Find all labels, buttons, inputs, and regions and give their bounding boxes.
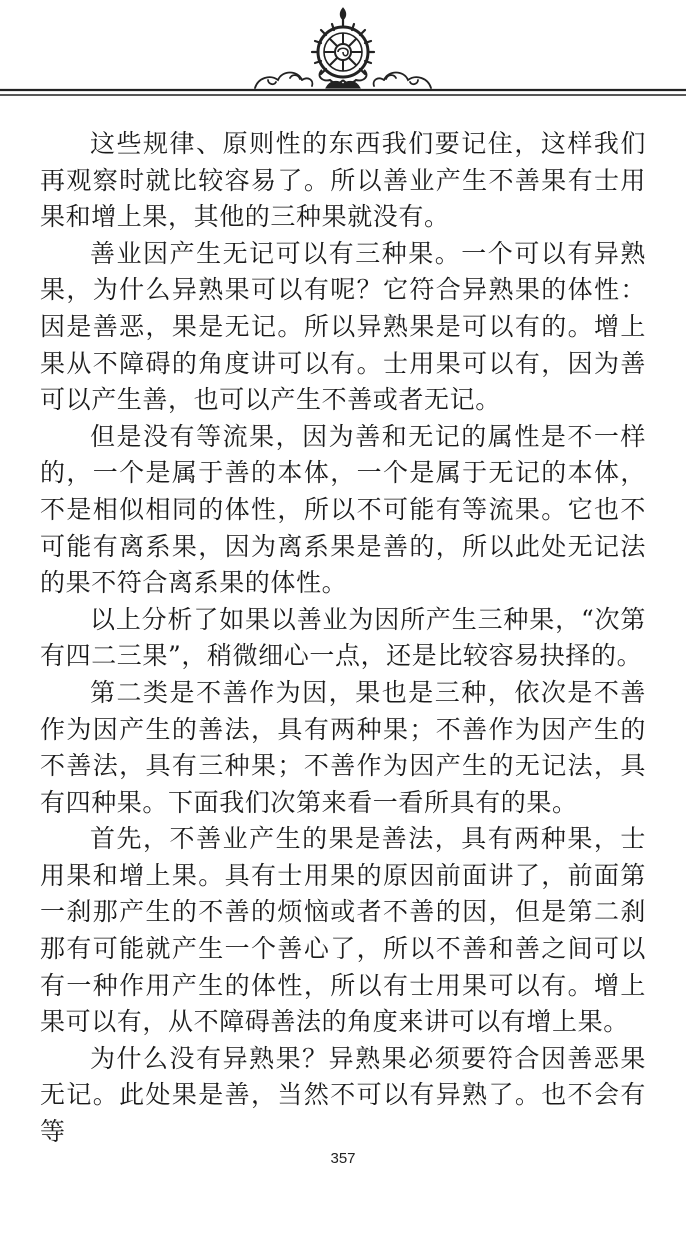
paragraph: 善业因产生无记可以有三种果。一个可以有异熟果，为什么异熟果可以有呢？它符合异熟果的体性：因是善恶，果是无记。所以异熟果是可以有的。增上果从不障碍的角度讲可以有。士用果可以有，因为善可以产生善，也可以产生不善或者无记。 bbox=[40, 238, 646, 415]
paragraph: 第二类是不善作为因，果也是三种，依次是不善作为因产生的善法，具有两种果；不善作为因产生的不善法，具有三种果；不善作为因产生的无记法，具有四种果。下面我们次第来看一看所具有的果。 bbox=[40, 677, 646, 817]
right-cloud-ornament bbox=[374, 73, 431, 89]
page-number: 357 bbox=[330, 1150, 356, 1167]
paragraph: 以上分析了如果以善业为因所产生三种果，“次第有四二三果”，稍微细心一点，还是比较容易抉择的。 bbox=[40, 604, 646, 671]
left-cloud-ornament bbox=[255, 73, 312, 89]
paragraph: 为什么没有异熟果？异熟果必须要符合因善恶果无记。此处果是善，当然不可以有异熟了。也不会有等 bbox=[40, 1043, 646, 1147]
paragraph: 但是没有等流果，因为善和无记的属性是不一样的，一个是属于善的本体，一个是属于无记的本体，不是相似相同的体性，所以不可能有等流果。它也不可能有离系果，因为离系果是善的，所以此处无记法的果不符合离系果的体性。 bbox=[40, 421, 646, 598]
dharma-wheel-icon bbox=[312, 8, 374, 88]
paragraph: 首先，不善业产生的果是善法，具有两种果，士用果和增上果。具有士用果的原因前面讲了，前面第一刹那产生的不善的烦恼或者不善的因，但是第二刹那有可能就产生一个善心了，所以不善和善之间可以有一种作用产生的体性，所以有士用果可以有。增上果可以有，从不障碍善法的角度来讲可以有增上果。 bbox=[40, 824, 646, 1037]
header-ornament bbox=[0, 0, 686, 104]
body-text bbox=[40, 126, 646, 1151]
paragraph: 这些规律、原则性的东西我们要记住，这样我们再观察时就比较容易了。所以善业产生不善果有士用果和增上果，其他的三种果就没有。 bbox=[40, 129, 646, 232]
